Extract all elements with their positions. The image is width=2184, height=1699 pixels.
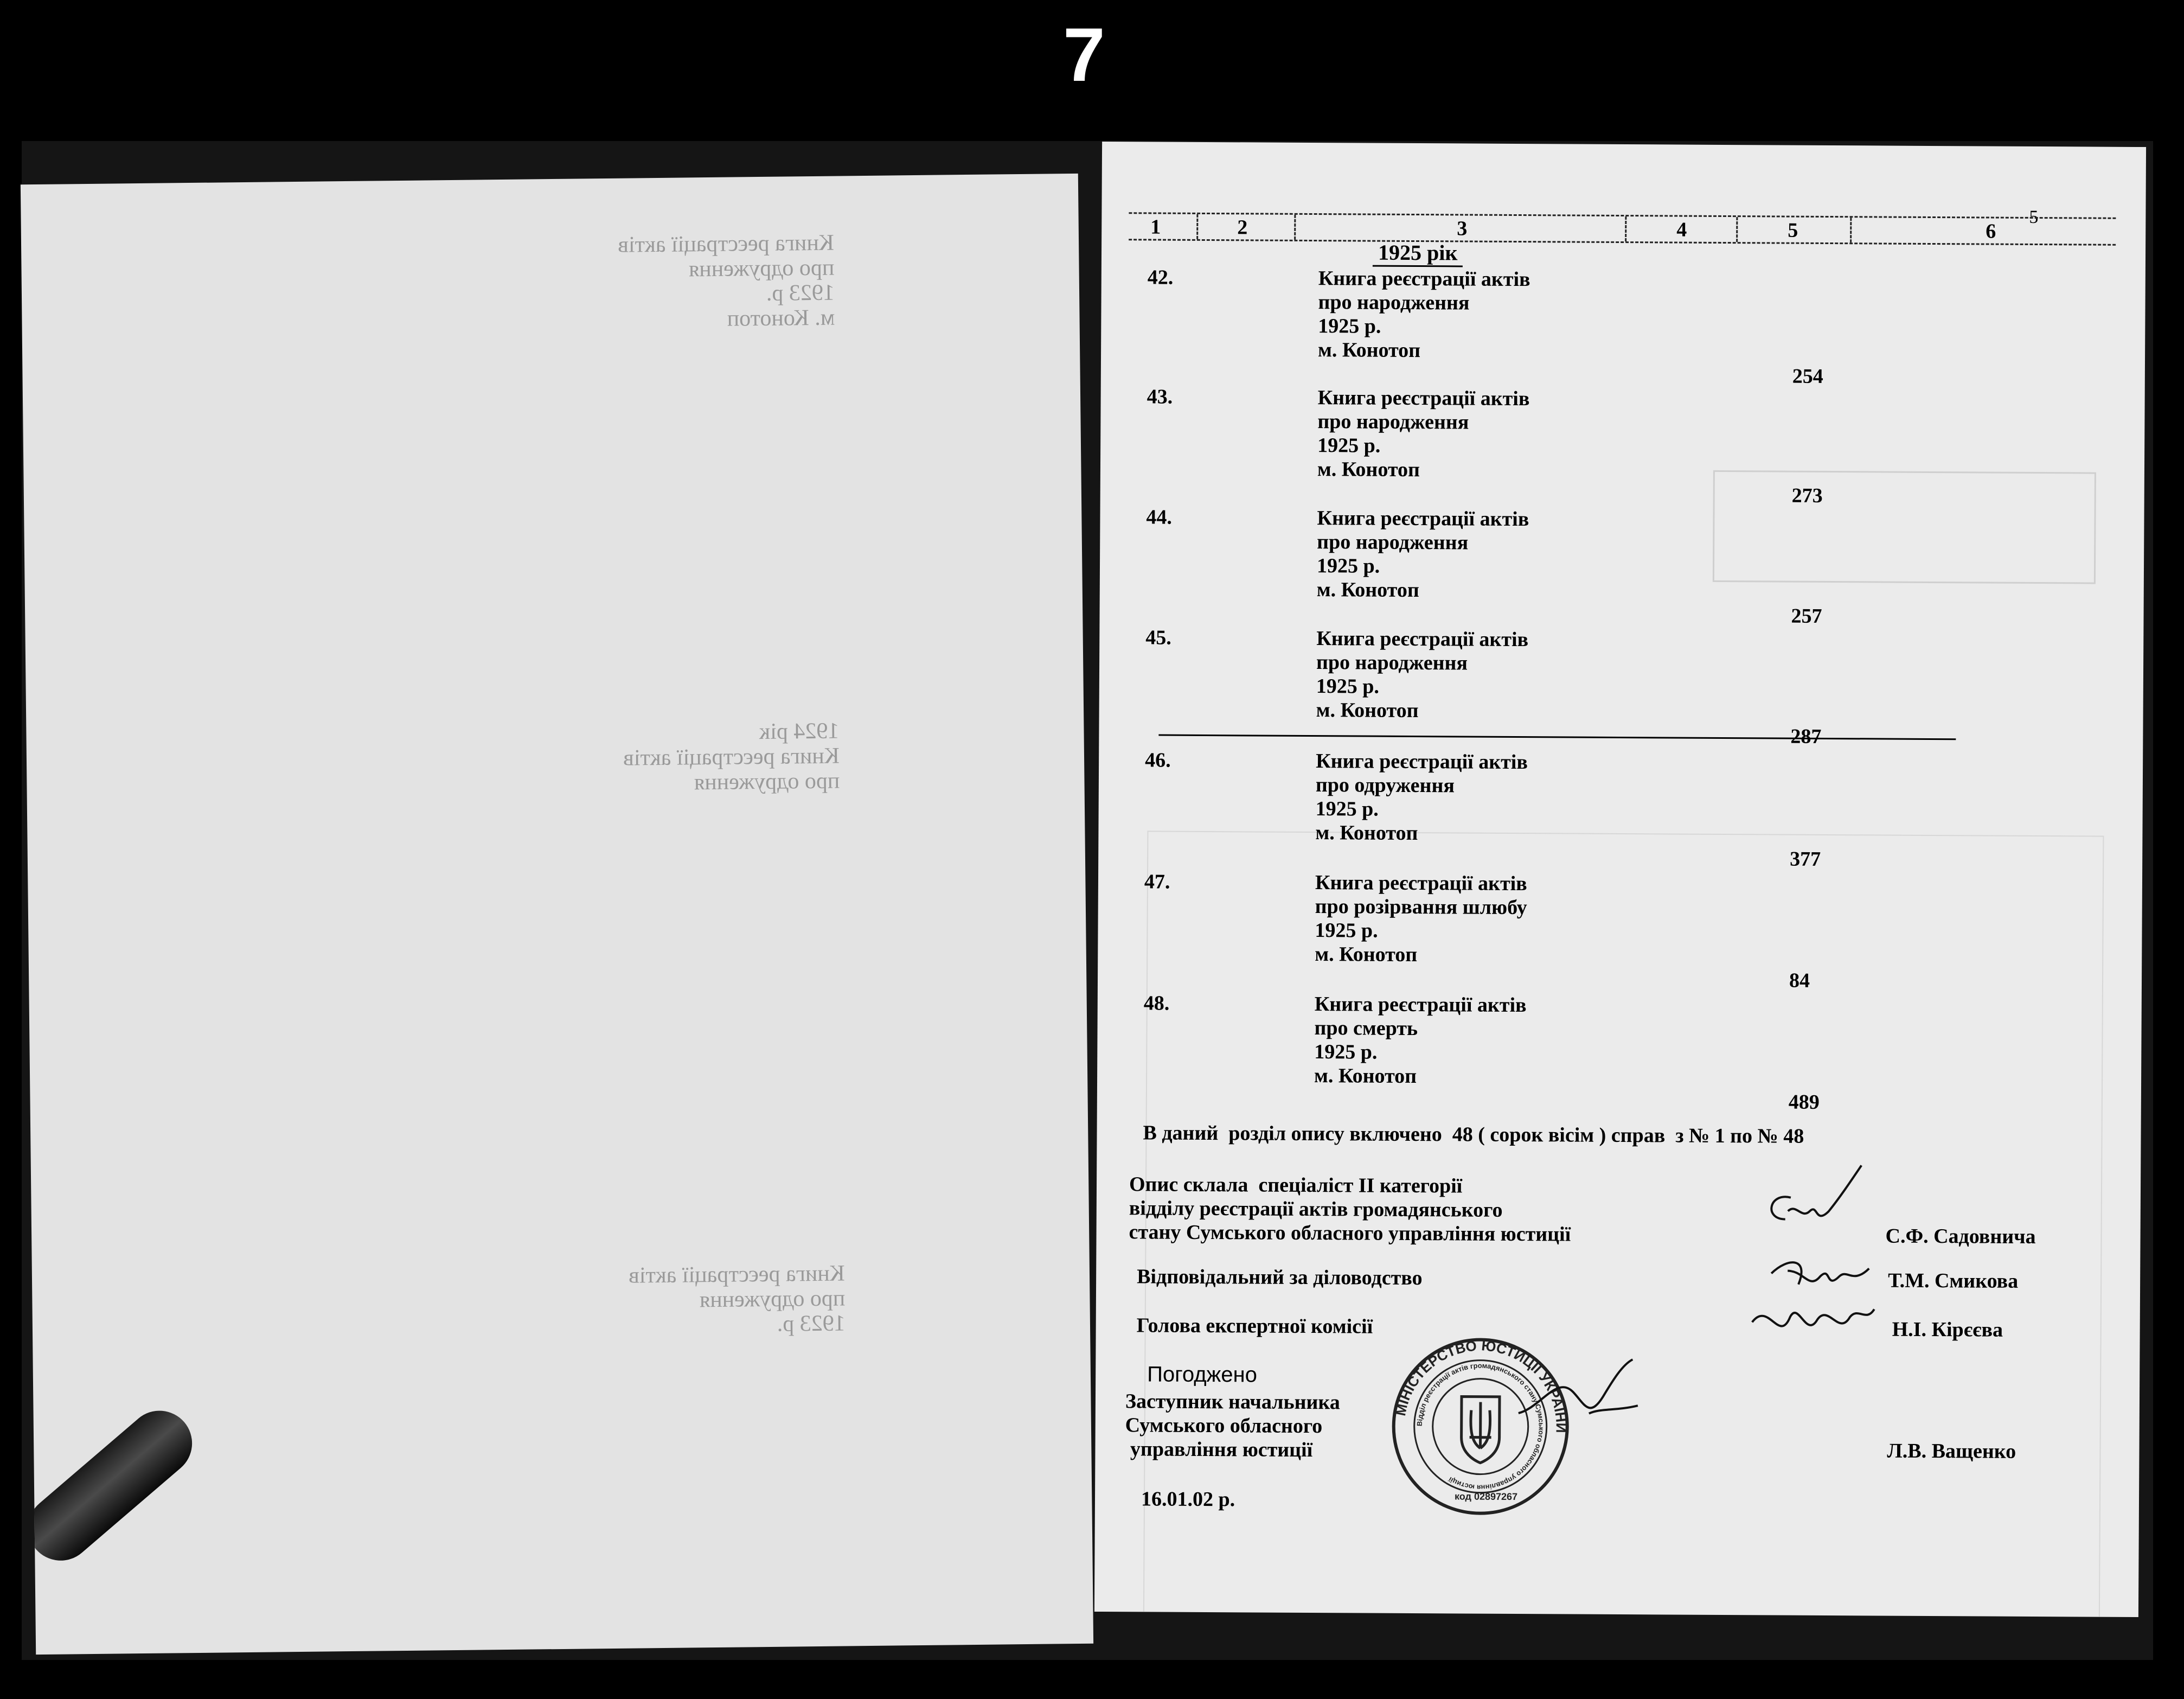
entry-page-count: 84 bbox=[1789, 969, 1810, 992]
entry-number: 42. bbox=[1147, 266, 1174, 289]
list-item bbox=[1100, 385, 2145, 515]
entry-number: 44. bbox=[1146, 506, 1173, 529]
frame-number: 7 bbox=[1063, 12, 1105, 97]
left-page bbox=[21, 174, 1093, 1655]
entry-page-count: 254 bbox=[1792, 365, 1823, 388]
entry-description: Книга реєстрації актів про народження 1925 р. м. Конотоп bbox=[1317, 386, 1530, 482]
entry-page-count: 377 bbox=[1790, 847, 1821, 871]
entry-number: 45. bbox=[1145, 626, 1171, 649]
approval-name: Л.В. Ващенко bbox=[1887, 1439, 2016, 1463]
entry-number: 47. bbox=[1144, 870, 1170, 893]
page-number: 5 bbox=[2029, 207, 2039, 228]
list-item bbox=[1097, 991, 2142, 1121]
list-item bbox=[1101, 265, 2145, 395]
svg-text:МІНІСТЕРСТВО ЮСТИЦІЇ УКРАЇНИ: МІНІСТЕРСТВО ЮСТИЦІЇ УКРАЇНИ bbox=[1392, 1337, 1570, 1433]
year-heading: 1925 рік bbox=[1373, 240, 1463, 267]
records-officer-name: Т.М. Смикова bbox=[1888, 1269, 2019, 1293]
signature-kireieva bbox=[1746, 1289, 1877, 1350]
entry-number: 43. bbox=[1147, 385, 1173, 408]
inventory-summary: В даний розділ опису включено 48 ( сорок вісім ) справ з № 1 по № 48 bbox=[1143, 1121, 1804, 1148]
entry-page-count: 489 bbox=[1788, 1090, 1820, 1114]
ghost-text-3: Книга реєстрації актів про одруження 1923 р. bbox=[628, 1261, 846, 1337]
compiled-by-block: Опис склала спеціаліст ІІ категорії відділу реєстрації актів громадянського стану Сумського обласного управління юстиції bbox=[1129, 1173, 1571, 1246]
list-item bbox=[1099, 505, 2144, 635]
svg-text:код 02897267: код 02897267 bbox=[1454, 1491, 1518, 1503]
entry-page-count: 257 bbox=[1791, 604, 1822, 628]
svg-text:Відділ реєстрації актів громад: Відділ реєстрації актів громадянського стану Сумського обласного управління юстиції bbox=[1415, 1361, 1546, 1492]
approval-block: Заступник начальника Сумського обласного управління юстиції bbox=[1125, 1390, 1340, 1462]
right-page bbox=[1094, 142, 2146, 1617]
column-header-2: 2 bbox=[1237, 216, 1248, 239]
signature-sadovnycha bbox=[1758, 1159, 1878, 1241]
column-header-6: 6 bbox=[1986, 220, 1996, 243]
entry-description: Книга реєстрації актів про народження 1925 р. м. Конотоп bbox=[1317, 267, 1530, 362]
entry-description: Книга реєстрації актів про смерть 1925 р. м. Конотоп bbox=[1314, 993, 1527, 1088]
commission-head-name: Н.І. Кірєєва bbox=[1892, 1318, 2003, 1342]
ghost-text-2: 1924 рік Книга реєстрації актів про одруження bbox=[623, 718, 840, 795]
column-header-1: 1 bbox=[1150, 215, 1161, 239]
entry-description: Книга реєстрації актів про розірвання шлюбу 1925 р. м. Конотоп bbox=[1315, 871, 1527, 967]
list-item bbox=[1098, 870, 2142, 1000]
pen-object bbox=[21, 1397, 206, 1574]
entry-page-count: 273 bbox=[1791, 484, 1823, 507]
entry-description: Книга реєстрації актів про одруження 1925 р. м. Конотоп bbox=[1315, 750, 1528, 845]
entry-number: 46. bbox=[1145, 749, 1171, 772]
entry-number: 48. bbox=[1143, 992, 1170, 1015]
entry-description: Книга реєстрації актів про народження 1925 р. м. Конотоп bbox=[1316, 507, 1529, 602]
column-header-3: 3 bbox=[1457, 217, 1468, 240]
entry-page-count: 287 bbox=[1790, 725, 1822, 748]
open-book bbox=[22, 141, 2153, 1660]
list-item bbox=[1098, 748, 2143, 878]
approval-date: 16.01.02 р. bbox=[1141, 1487, 1235, 1511]
signature-vashchenko bbox=[1508, 1353, 1649, 1435]
column-header-4: 4 bbox=[1676, 218, 1687, 241]
column-header-row bbox=[1129, 212, 2116, 246]
column-header-5: 5 bbox=[1788, 219, 1798, 242]
entry-description: Книга реєстрації актів про народження 1925 р. м. Конотоп bbox=[1316, 627, 1529, 723]
compiled-by-name: С.Ф. Садовнича bbox=[1885, 1224, 2036, 1249]
commission-head-label: Голова експертної комісії bbox=[1136, 1314, 1373, 1338]
records-officer-label: Відповідальний за діловодство bbox=[1137, 1265, 1423, 1290]
ghost-text-1: Книга реєстрації актів про одруження 1923 р. м. Конотоп bbox=[617, 230, 835, 331]
approval-heading: Погоджено bbox=[1147, 1362, 1258, 1387]
